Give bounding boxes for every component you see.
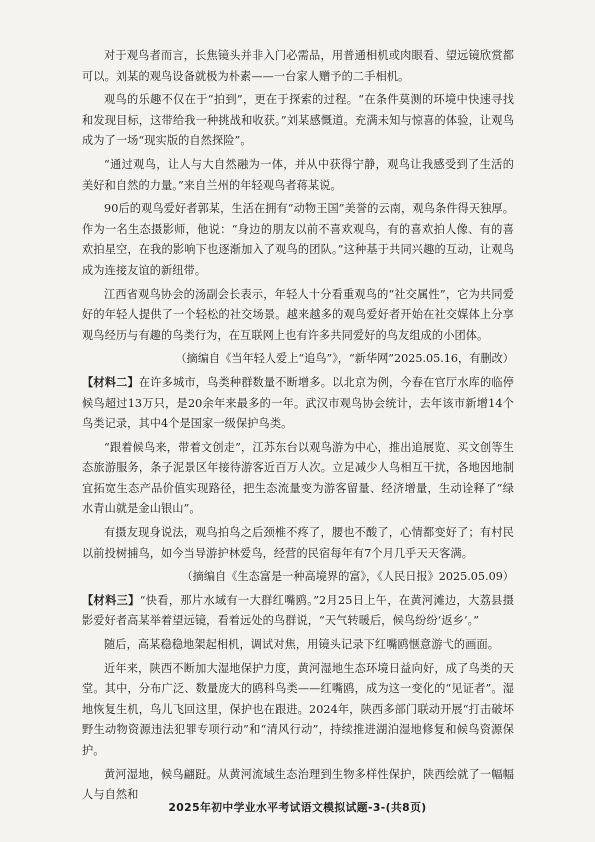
paragraph: 随后，高某稳稳地架起相机，调试对焦，用镜头记录下红嘴鸥惬意游弋的画面。	[104, 638, 500, 652]
paragraph: 有摄友现身说法，观鸟拍鸟之后颈椎不疼了，腰也不酸了，心情都变好了；有村民以前投树捕鸟，如今当导游护林爱鸟，经营的民宿每年有7个月几乎天天客满。	[82, 526, 514, 560]
source-citation: （摘编自《生态富是一种高境界的富》，《人民日报》2025.05.09）	[181, 570, 514, 584]
paragraph: 对于观鸟者而言，长焦镜头并非入门必需品，用普通相机或肉眼看、望远镜欣赏都可以。刘某的观鸟设备就极为朴素——一台家人赠予的二手相机。	[82, 49, 514, 83]
material-label: 【材料二】	[82, 374, 139, 389]
material-three-intro	[82, 590, 514, 632]
paragraph: 近年来，陕西不断加大湿地保护力度，黄河湿地生态环境日益向好，成了鸟类的天堂。其中，分布广泛、数量庞大的鸥科鸟类——红嘴鸥，成为这一变化的“见证者”。湿地恢复生机，鸟儿飞回这里，保护也在跟进。2024年，陕西多部门联动开展“打击破坏野生动物资源违法犯罪专项行动”和“清风行动”，持续推进湖泊湿地修复和候鸟资源保护。	[82, 661, 514, 757]
paragraph: “跟着候鸟来，带着文创走”，江苏东台以观鸟游为中心，推出追展览、买文创等生态旅游服务，条子泥景区年接待游客近百万人次。立足减少人鸟相互干扰，各地因地制宜拓宽生态产品价值实现路径，把生态流量变为游客留量、经济增量，生动诠释了“绿水青山就是金山银山”。	[82, 440, 514, 516]
article-body	[82, 46, 514, 809]
page-footer: 2025年初中学业水平考试语文模拟试题-3-(共8页)	[168, 801, 427, 814]
paragraph: “通过观鸟，让人与大自然融为一体，并从中获得宁静，观鸟让我感受到了生活的美好和自然的力量。”来自兰州的年轻观鸟者蒋某说。	[82, 157, 514, 192]
material-text: 在许多城市，鸟类种群数量不断增多。以北京为例，今春在官厅水库的临停候鸟超过13万只，是20余年来最多的一年。武汉市观鸟协会统计，去年该市新增14个鸟类记录，其中4个是国家一级保护鸟类。	[82, 375, 514, 431]
material-two-intro	[82, 372, 514, 435]
paragraph: 观鸟的乐趣不仅在于“拍到”，更在于探索的过程。“在条件莫测的环境中快速寻找和发现目标，这带给我一种挑战和收获。”刘某感慨道。充满未知与惊喜的体验，让观鸟成为了一场“现实版的自然探险”。	[82, 93, 514, 148]
material-text: “快看，那片水域有一大群红嘴鸥。”2月25日上午，在黄河滩边，大荔县摄影爱好者高某举着望远镜，看着远处的鸟群说，“天气转暖后，候鸟纷纷‘返乡’。”	[82, 593, 514, 628]
paragraph: 江西省观鸟协会的汤副会长表示，年轻人十分看重观鸟的“社交属性”，它为共同爱好的年轻人提供了一个轻松的社交场景。越来越多的观鸟爱好者开始在社交媒体上分享观鸟经历与有趣的鸟类行为，在互联网上也有许多共同爱好的鸟友组成的小团体。	[82, 287, 514, 342]
source-citation: （摘编自《当年轻人爱上“追鸟”》，“新华网”2025.05.16，有删改）	[175, 352, 514, 366]
paragraph: 黄河湿地，候鸟翩跹。从黄河流域生态治理到生物多样性保护，陕西绘就了一幅幅人与自然和	[82, 767, 514, 802]
material-label: 【材料三】	[82, 592, 140, 607]
paragraph: 90后的观鸟爱好者郭某，生活在拥有“动物王国”美誉的云南，观鸟条件得天独厚。作为一名生态摄影师，他说：“身边的朋友以前不喜欢观鸟，有的喜欢拍人像、有的喜欢拍星空，在我的影响下也逐渐加入了观鸟的团队。”这种基于共同兴趣的互动，让观鸟成为连接友谊的新纽带。	[82, 202, 514, 277]
